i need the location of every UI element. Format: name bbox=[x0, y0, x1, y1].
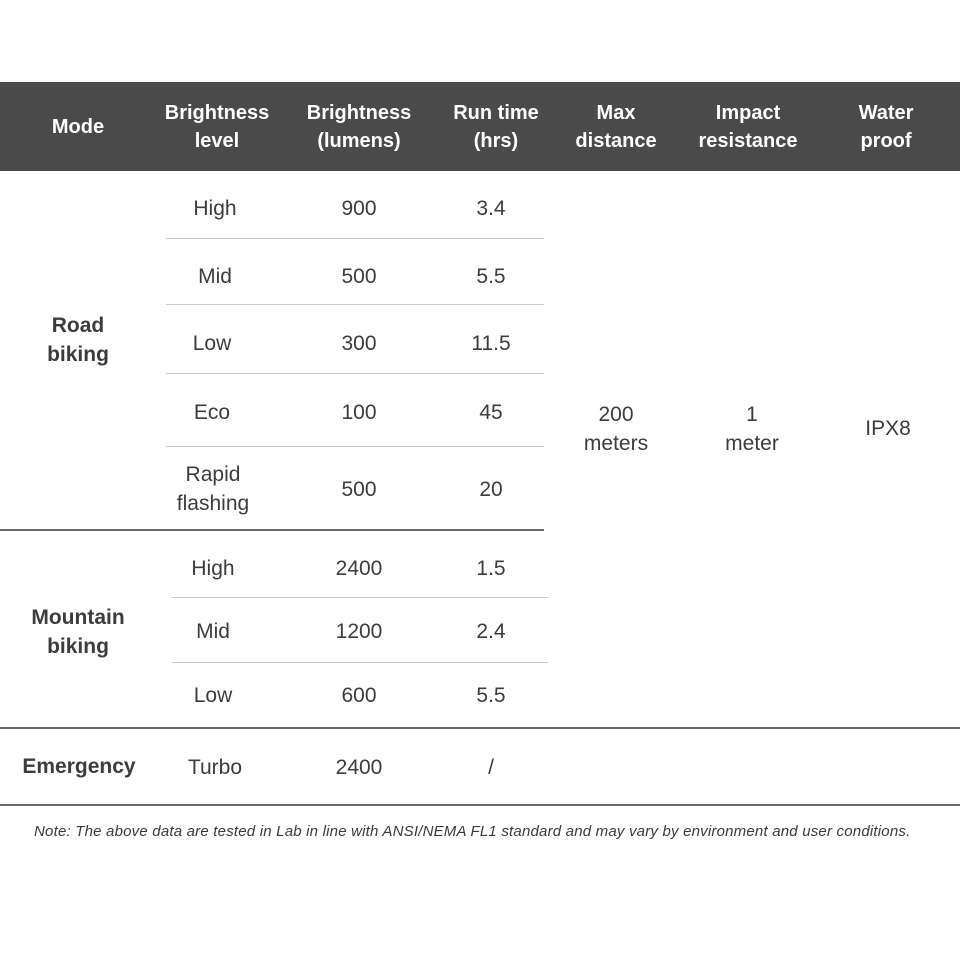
header-brightness-level: Brightness level bbox=[164, 101, 270, 152]
header-max-distance: Max distance bbox=[575, 101, 657, 152]
max-distance-value: 200 meters bbox=[583, 403, 649, 455]
impact-resistance-value: 1 meter bbox=[725, 403, 779, 455]
lumens-cell: 600 bbox=[341, 683, 377, 707]
hours-cell: 3.4 bbox=[476, 196, 506, 220]
footnote: Note: The above data are tested in Lab in line with ANSI/NEMA FL1 standard and may vary by environment and user conditions. bbox=[34, 823, 911, 840]
lumens-cell: 2400 bbox=[335, 556, 383, 580]
hours-cell: 2.4 bbox=[476, 619, 506, 643]
header-mode: Mode bbox=[51, 115, 105, 138]
lumens-cell: 300 bbox=[341, 331, 377, 355]
row-divider bbox=[166, 238, 544, 239]
lumens-cell: 900 bbox=[341, 196, 377, 220]
lumens-cell: 500 bbox=[341, 264, 377, 288]
level-cell: High bbox=[191, 556, 235, 580]
header-run-time: Run time (hrs) bbox=[453, 101, 539, 152]
hours-cell: 45 bbox=[479, 400, 503, 424]
group-emergency: Emergency bbox=[22, 754, 136, 778]
group-road-biking: Road biking bbox=[47, 314, 109, 366]
level-cell: Turbo bbox=[187, 755, 243, 779]
group-divider bbox=[0, 529, 544, 531]
row-divider bbox=[166, 373, 544, 374]
row-divider bbox=[172, 662, 548, 663]
level-cell: Mid bbox=[198, 264, 232, 288]
hours-cell: 5.5 bbox=[476, 264, 506, 288]
row-divider bbox=[166, 446, 544, 447]
group-mountain-biking: Mountain biking bbox=[31, 606, 125, 658]
header-water-proof: Water proof bbox=[858, 101, 914, 152]
header-impact-resistance: Impact resistance bbox=[698, 101, 798, 152]
header-brightness-lumens: Brightness (lumens) bbox=[306, 101, 412, 152]
row-divider bbox=[166, 304, 544, 305]
level-cell: Rapid flashing bbox=[176, 463, 250, 515]
level-cell: Low bbox=[192, 331, 232, 355]
lumens-cell: 500 bbox=[341, 477, 377, 501]
lumens-cell: 100 bbox=[341, 400, 377, 424]
hours-cell: / bbox=[488, 755, 494, 779]
level-cell: High bbox=[193, 196, 237, 220]
water-proof-value: IPX8 bbox=[865, 416, 911, 440]
level-cell: Eco bbox=[193, 400, 231, 424]
group-divider bbox=[0, 727, 960, 729]
lumens-cell: 1200 bbox=[335, 619, 383, 643]
level-cell: Low bbox=[193, 683, 233, 707]
table-header bbox=[0, 82, 960, 171]
hours-cell: 11.5 bbox=[471, 331, 511, 355]
row-divider bbox=[172, 597, 548, 598]
hours-cell: 5.5 bbox=[476, 683, 506, 707]
lumens-cell: 2400 bbox=[335, 755, 383, 779]
hours-cell: 1.5 bbox=[476, 556, 506, 580]
level-cell: Mid bbox=[196, 619, 230, 643]
table-bottom-border bbox=[0, 804, 960, 806]
hours-cell: 20 bbox=[479, 477, 503, 501]
